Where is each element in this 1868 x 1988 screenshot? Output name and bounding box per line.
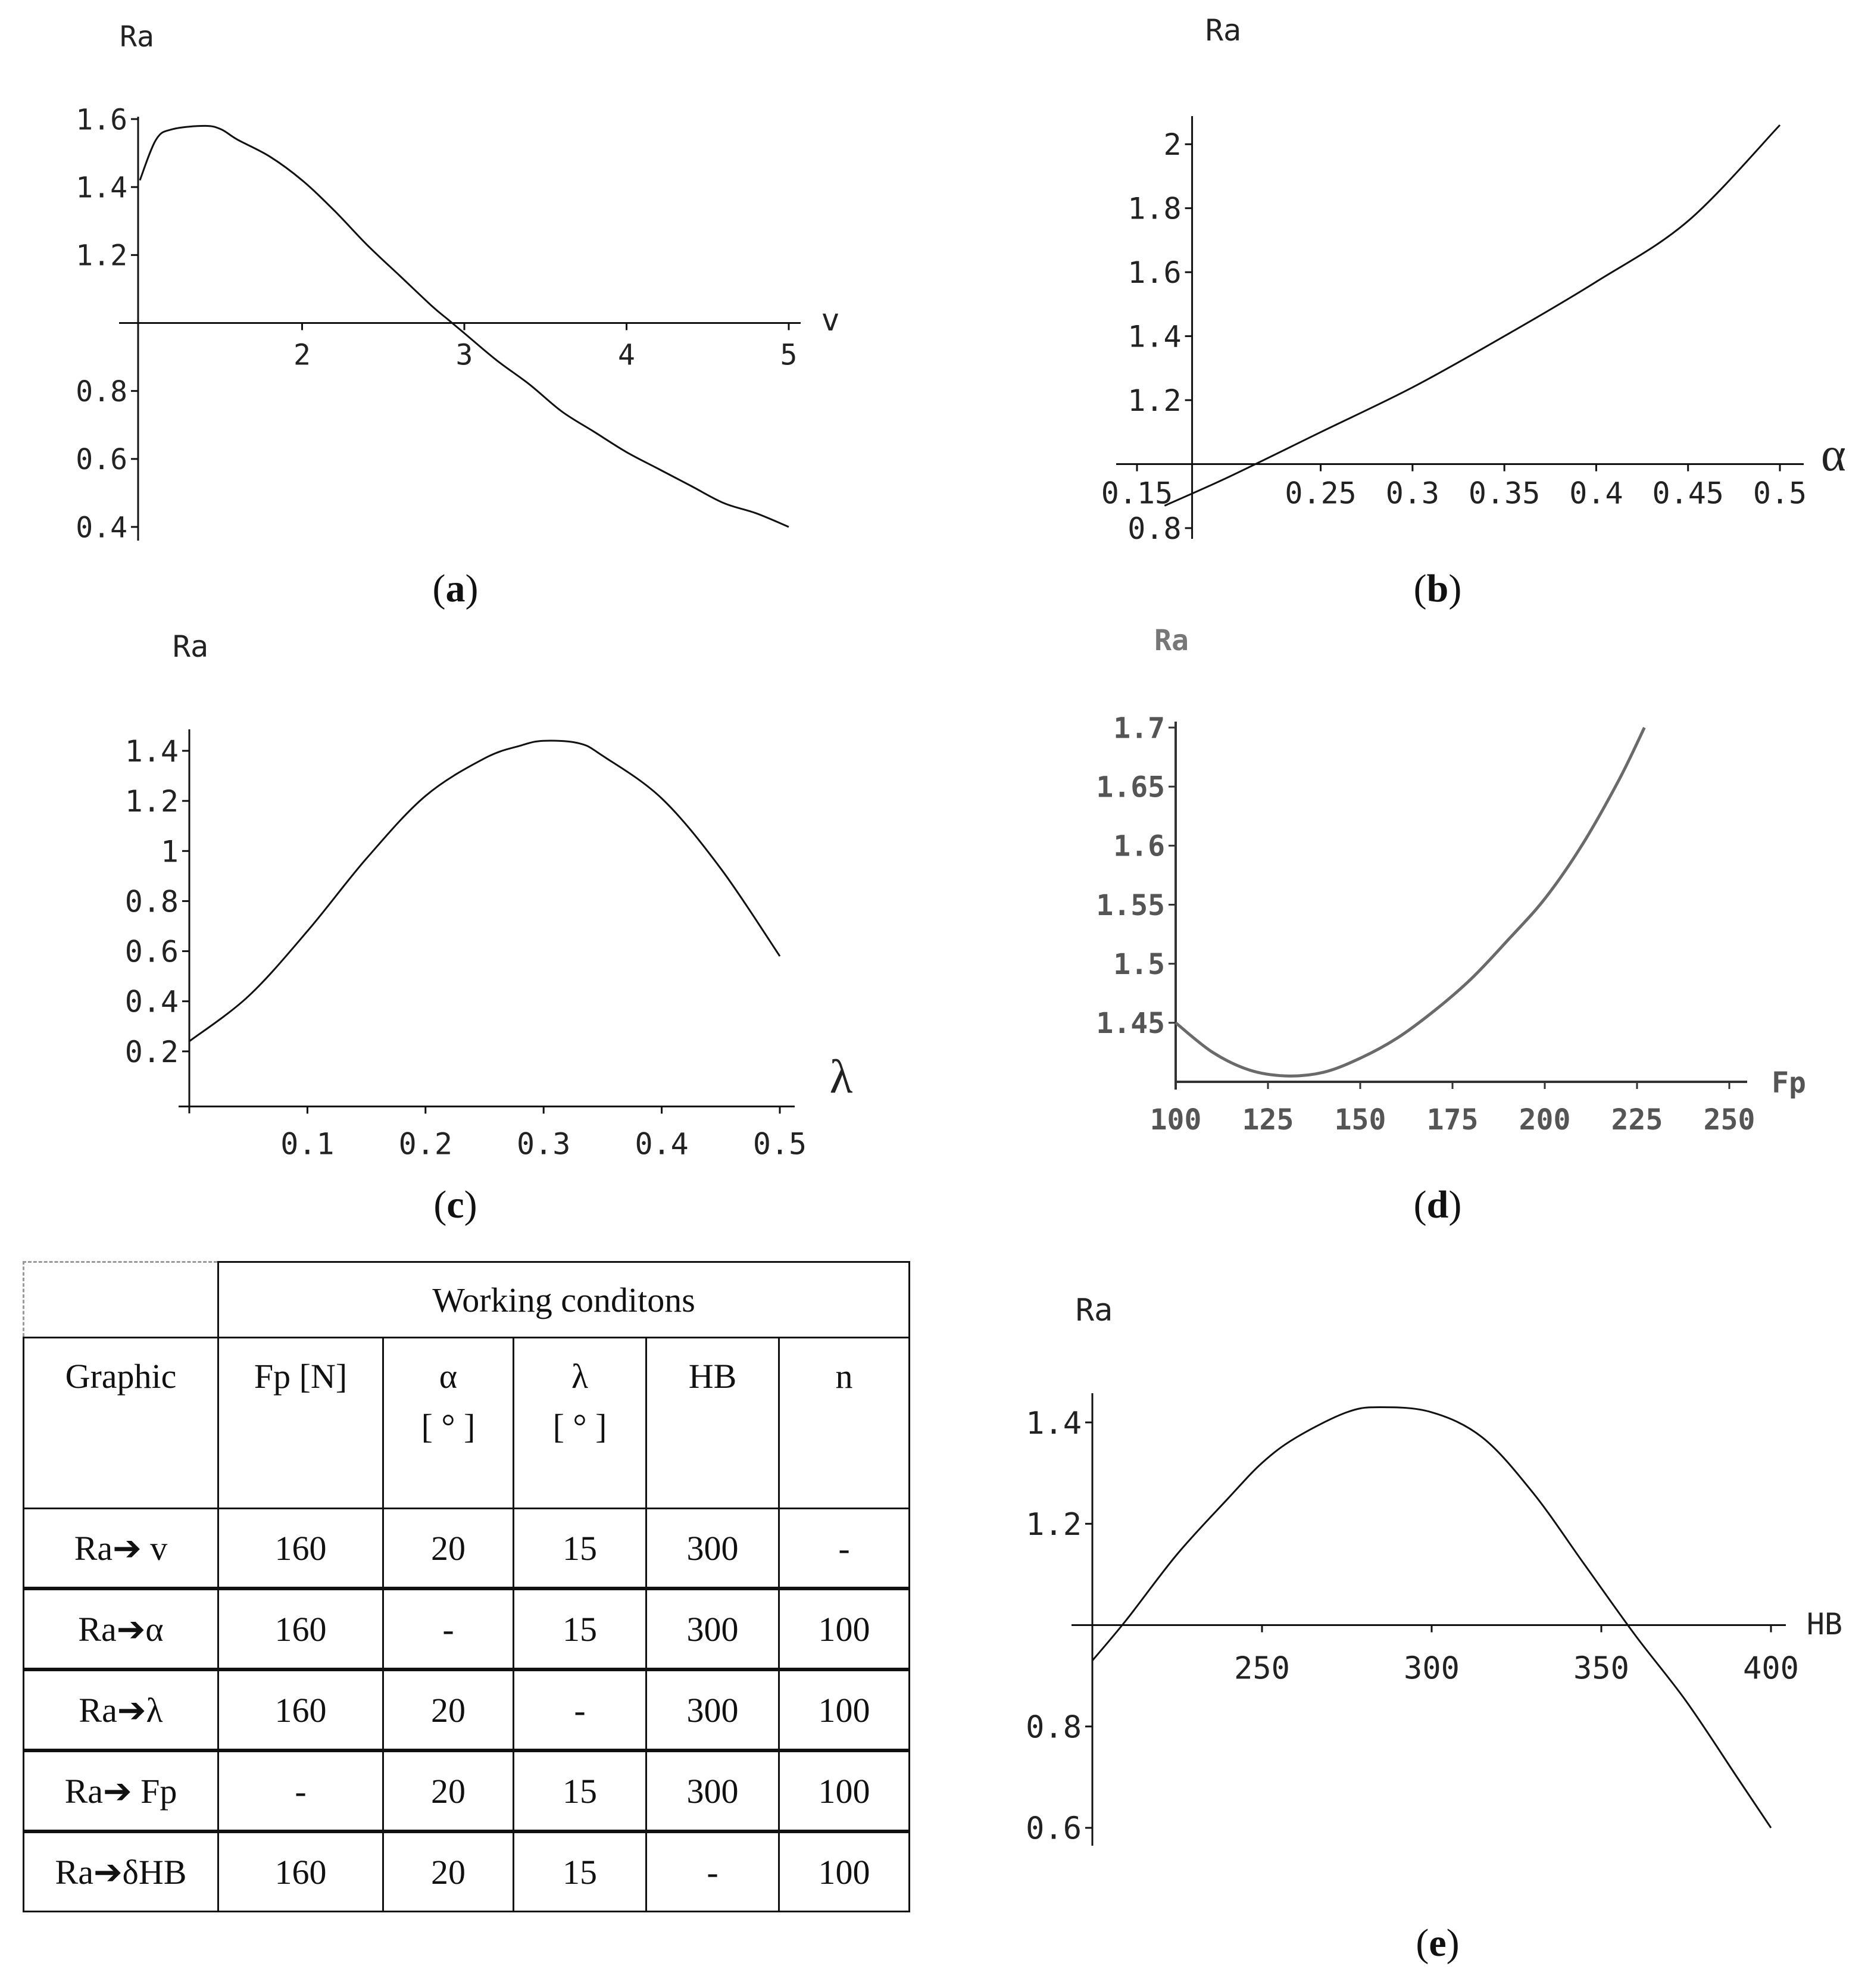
table-cell: Ra➔ v: [24, 1509, 218, 1589]
y-tick-label-a: 0.4: [76, 511, 127, 545]
series-line-d: [1176, 728, 1644, 1076]
y-tick-label-d: 1.45: [1096, 1007, 1165, 1041]
x-tick-label-d: 200: [1519, 1103, 1571, 1137]
panel-caption-b: [1414, 567, 1462, 610]
col-header-n: n: [779, 1338, 910, 1509]
x-axis-label-d: Fp: [1772, 1066, 1806, 1100]
y-tick-label-d: 1.7: [1113, 711, 1165, 745]
x-tick-label-d: 225: [1611, 1103, 1663, 1137]
table-cell: 20: [383, 1509, 514, 1589]
x-tick-label-d: 100: [1149, 1103, 1202, 1137]
x-tick-label-b: 0.35: [1468, 476, 1541, 511]
table-cell: -: [646, 1831, 779, 1912]
col-header-graphic: Graphic: [24, 1338, 218, 1509]
y-tick-label-c: 1.4: [124, 734, 179, 769]
table-cell: 160: [218, 1588, 383, 1669]
y-tick-label-c: 0.6: [124, 934, 179, 969]
y-axis-label-c: Ra: [172, 629, 209, 664]
panel-caption-e: [1416, 1921, 1459, 1965]
caption-part: ): [465, 567, 479, 610]
y-tick-label-a: 1.6: [76, 103, 127, 137]
table-cell: 100: [779, 1588, 910, 1669]
table-cell: -: [218, 1750, 383, 1831]
table-cell: Ra➔ Fp: [24, 1750, 218, 1831]
x-tick-label-e: 250: [1234, 1650, 1290, 1687]
table-cell: 20: [383, 1831, 514, 1912]
caption-part: (: [432, 567, 446, 610]
x-tick-label-a: 2: [293, 338, 311, 372]
y-tick-label-b: 1.4: [1127, 319, 1182, 354]
y-tick-label-b: 2: [1163, 127, 1182, 163]
caption-part: (: [1416, 1921, 1429, 1965]
table-row: [24, 1831, 910, 1912]
table-cell: -: [383, 1588, 514, 1669]
series-line-c: [189, 741, 780, 1041]
col-header-alpha: α [ ° ]: [383, 1338, 514, 1509]
table-cell: 15: [514, 1750, 646, 1831]
table-cell: 15: [514, 1831, 646, 1912]
x-tick-label-b: 0.15: [1101, 476, 1173, 511]
caption-part: ): [1448, 567, 1462, 610]
panel-caption-c: [433, 1183, 477, 1226]
caption-part: (: [1413, 1183, 1427, 1226]
x-tick-label-c: 0.3: [517, 1126, 571, 1162]
y-tick-label-a: 1.2: [76, 239, 127, 273]
y-tick-label-b: 0.8: [1127, 511, 1182, 546]
panel-caption-d: [1414, 1183, 1462, 1226]
x-tick-label-c: 0.4: [635, 1126, 689, 1162]
x-axis-label-e: HB: [1806, 1607, 1843, 1641]
x-tick-label-b: 0.45: [1652, 476, 1724, 511]
x-tick-label-d: 150: [1334, 1103, 1386, 1137]
y-tick-label-e: 1.4: [1026, 1405, 1082, 1441]
x-tick-label-a: 3: [455, 338, 473, 372]
y-tick-label-d: 1.5: [1113, 947, 1165, 981]
x-tick-label-d: 250: [1703, 1103, 1755, 1137]
caption-part: ): [1446, 1921, 1460, 1965]
y-tick-label-c: 0.2: [124, 1034, 179, 1069]
caption-part: c: [446, 1183, 464, 1226]
y-tick-label-e: 0.6: [1026, 1811, 1082, 1847]
y-axis-label-e: Ra: [1075, 1293, 1113, 1328]
series-line-e: [1092, 1407, 1771, 1828]
y-tick-label-e: 0.8: [1026, 1709, 1082, 1746]
caption-part: d: [1426, 1183, 1449, 1226]
panel-caption-a: [433, 567, 479, 610]
y-tick-label-c: 1.2: [124, 784, 179, 819]
y-tick-label-b: 1.8: [1127, 191, 1182, 226]
table-cell: 100: [779, 1669, 910, 1750]
y-tick-label-b: 1.6: [1127, 255, 1182, 291]
y-tick-label-d: 1.65: [1096, 770, 1165, 804]
caption-part: (: [433, 1183, 447, 1226]
caption-part: (: [1413, 567, 1427, 610]
x-tick-label-e: 350: [1573, 1650, 1629, 1687]
table-row: [24, 1588, 910, 1669]
col-header-fp: Fp [N]: [218, 1338, 383, 1509]
x-tick-label-c: 0.5: [752, 1126, 807, 1162]
x-axis-label-a: v: [821, 302, 840, 338]
table-row: [24, 1509, 910, 1589]
caption-part: a: [445, 567, 466, 610]
x-axis-label-b: α: [1821, 429, 1846, 481]
x-tick-label-c: 0.2: [398, 1126, 452, 1162]
x-tick-label-d: 125: [1242, 1103, 1294, 1137]
table-group-header: Working conditons: [218, 1262, 910, 1338]
table-cell: Ra➔α: [24, 1588, 218, 1669]
table-blank-cell: [24, 1262, 218, 1338]
table-cell: 300: [646, 1509, 779, 1589]
table-cell: 160: [218, 1509, 383, 1589]
table-cell: Ra➔λ: [24, 1669, 218, 1750]
y-tick-label-c: 0.8: [124, 884, 179, 919]
caption-part: e: [1429, 1921, 1447, 1965]
table-cell: 15: [514, 1588, 646, 1669]
x-tick-label-a: 5: [780, 338, 798, 372]
table-cell: 300: [646, 1669, 779, 1750]
table-row: [24, 1669, 910, 1750]
y-tick-label-d: 1.55: [1096, 888, 1165, 922]
y-axis-label-a: Ra: [120, 20, 154, 54]
table-cell: Ra➔δHB: [24, 1831, 218, 1912]
col-header-hb: HB: [646, 1338, 779, 1509]
x-tick-label-a: 4: [618, 338, 635, 372]
y-tick-label-e: 1.2: [1026, 1507, 1082, 1543]
y-tick-label-a: 0.6: [76, 443, 127, 477]
x-axis-label-c: λ: [829, 1051, 853, 1103]
table-cell: 20: [383, 1750, 514, 1831]
table-cell: 20: [383, 1669, 514, 1750]
y-tick-label-a: 0.8: [76, 374, 127, 408]
y-axis-label-d: Ra: [1154, 624, 1189, 657]
col-header-lambda: λ [ ° ]: [514, 1338, 646, 1509]
table-row: [24, 1750, 910, 1831]
table-cell: -: [779, 1509, 910, 1589]
table-cell: 100: [779, 1750, 910, 1831]
y-tick-label-a: 1.4: [76, 171, 127, 205]
x-tick-label-b: 0.5: [1753, 476, 1807, 511]
x-tick-label-c: 0.1: [280, 1126, 335, 1162]
table-cell: 300: [646, 1588, 779, 1669]
x-tick-label-b: 0.25: [1285, 476, 1357, 511]
table-cell: 160: [218, 1831, 383, 1912]
table-cell: 15: [514, 1509, 646, 1589]
y-axis-label-b: Ra: [1205, 13, 1242, 48]
x-tick-label-b: 0.4: [1569, 476, 1623, 511]
x-tick-label-e: 400: [1743, 1650, 1799, 1687]
table-cell: 100: [779, 1831, 910, 1912]
series-line-b: [1164, 125, 1780, 505]
table-cell: -: [514, 1669, 646, 1750]
x-tick-label-e: 300: [1404, 1650, 1460, 1687]
x-tick-label-d: 175: [1426, 1103, 1479, 1137]
conditions-table: [23, 1261, 910, 1912]
y-tick-label-c: 1: [160, 834, 179, 869]
working-conditions-table: [23, 1261, 927, 1912]
table-cell: 300: [646, 1750, 779, 1831]
caption-part: ): [1448, 1183, 1462, 1226]
y-tick-label-b: 1.2: [1127, 383, 1182, 419]
x-tick-label-b: 0.3: [1385, 476, 1440, 511]
caption-part: b: [1426, 567, 1449, 610]
y-tick-label-c: 0.4: [124, 984, 179, 1019]
table-cell: 160: [218, 1669, 383, 1750]
y-tick-label-d: 1.6: [1113, 829, 1165, 863]
caption-part: ): [464, 1183, 477, 1226]
